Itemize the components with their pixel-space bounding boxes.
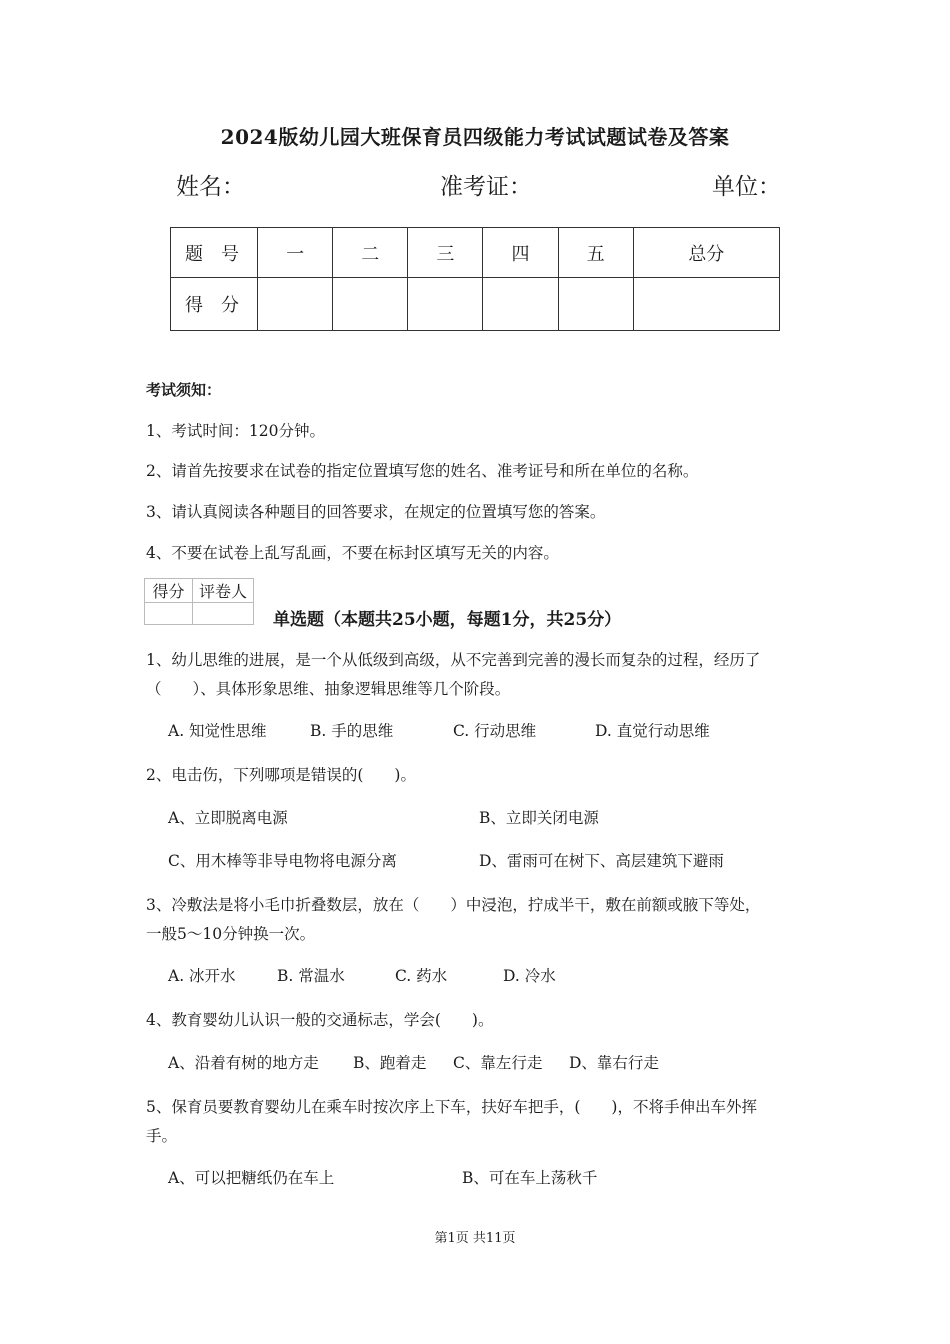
- grader-box: [144, 578, 254, 625]
- exam-title: 2024版幼儿园大班保育员四级能力考试试题试卷及答案: [220, 125, 730, 149]
- score-table: [170, 227, 780, 331]
- grader-label: 评卷人: [193, 579, 254, 603]
- option-d[interactable]: D、靠右行走: [569, 1054, 659, 1072]
- unit-field-label: 单位：: [712, 174, 781, 200]
- score-cell[interactable]: [333, 278, 408, 331]
- score-cell[interactable]: [483, 278, 558, 331]
- score-column-header: 二: [333, 228, 408, 278]
- option-a[interactable]: A. 冰开水: [168, 967, 236, 985]
- notice-item: 2、请首先按要求在试卷的指定位置填写您的姓名、准考证号和所在单位的名称。: [146, 462, 699, 480]
- option-c[interactable]: C、靠左行走: [453, 1054, 543, 1072]
- option-a[interactable]: A、立即脱离电源: [168, 809, 288, 827]
- question-text: 1、幼儿思维的进展，是一个从低级到高级，从不完善到完善的漫长而复杂的过程，经历了: [146, 651, 761, 669]
- question-number-label: 题号: [171, 228, 258, 278]
- grader-score-cell[interactable]: [145, 603, 193, 625]
- grader-name-cell[interactable]: [193, 603, 254, 625]
- score-column-header: 三: [408, 228, 483, 278]
- page-footer: 第1页 共11页: [434, 1231, 516, 1246]
- notice-item: 3、请认真阅读各种题目的回答要求，在规定的位置填写您的答案。: [146, 503, 606, 521]
- question-text: （ ）、具体形象思维、抽象逻辑思维等几个阶段。: [146, 680, 511, 698]
- score-table-header-row: [171, 228, 780, 278]
- score-column-header: 一: [258, 228, 333, 278]
- notice-item: 4、不要在试卷上乱写乱画，不要在标封区填写无关的内容。: [146, 544, 559, 562]
- score-column-header: 五: [558, 228, 633, 278]
- option-b[interactable]: B. 常温水: [277, 967, 345, 985]
- option-c[interactable]: C. 药水: [395, 967, 448, 985]
- question-text: 2、电击伤，下列哪项是错误的( )。: [146, 766, 416, 784]
- score-cell[interactable]: [558, 278, 633, 331]
- notice-title: 考试须知：: [146, 381, 222, 399]
- grader-score-label: 得分: [145, 579, 193, 603]
- name-field-label: 姓名：: [176, 174, 245, 200]
- question-text: 手。: [146, 1127, 178, 1145]
- option-b[interactable]: B、可在车上荡秋千: [462, 1169, 598, 1187]
- option-a[interactable]: A、可以把糖纸仍在车上: [168, 1169, 335, 1187]
- option-b[interactable]: B、跑着走: [353, 1054, 427, 1072]
- option-d[interactable]: D、雷雨可在树下、高层建筑下避雨: [479, 852, 724, 870]
- option-a[interactable]: A. 知觉性思维: [168, 722, 267, 740]
- question-text: 3、冷敷法是将小毛巾折叠数层，放在（ ）中浸泡，拧成半干，敷在前额或腋下等处，: [146, 896, 761, 914]
- score-cell[interactable]: [633, 278, 779, 331]
- option-b[interactable]: B、立即关闭电源: [479, 809, 599, 827]
- option-b[interactable]: B. 手的思维: [310, 722, 394, 740]
- option-c[interactable]: C. 行动思维: [453, 722, 537, 740]
- score-column-header: 四: [483, 228, 558, 278]
- question-text: 一般5～10分钟换一次。: [146, 925, 316, 943]
- exam-id-field-label: 准考证：: [440, 174, 532, 200]
- score-cell[interactable]: [408, 278, 483, 331]
- section-title: 单选题（本题共25小题，每题1分，共25分）: [273, 610, 622, 630]
- option-d[interactable]: D. 冷水: [503, 967, 556, 985]
- question-text: 4、教育婴幼儿认识一般的交通标志，学会( )。: [146, 1011, 494, 1029]
- score-column-header: 总分: [633, 228, 779, 278]
- score-label: 得分: [171, 278, 258, 331]
- option-c[interactable]: C、用木棒等非导电物将电源分离: [168, 852, 397, 870]
- question-text: 5、保育员要教育婴幼儿在乘车时按次序上下车，扶好车把手，( )，不将手伸出车外挥: [146, 1098, 757, 1116]
- score-table-score-row: [171, 278, 780, 331]
- option-d[interactable]: D. 直觉行动思维: [595, 722, 710, 740]
- notice-item: 1、考试时间：120分钟。: [146, 422, 325, 440]
- option-a[interactable]: A、沿着有树的地方走: [168, 1054, 319, 1072]
- score-cell[interactable]: [258, 278, 333, 331]
